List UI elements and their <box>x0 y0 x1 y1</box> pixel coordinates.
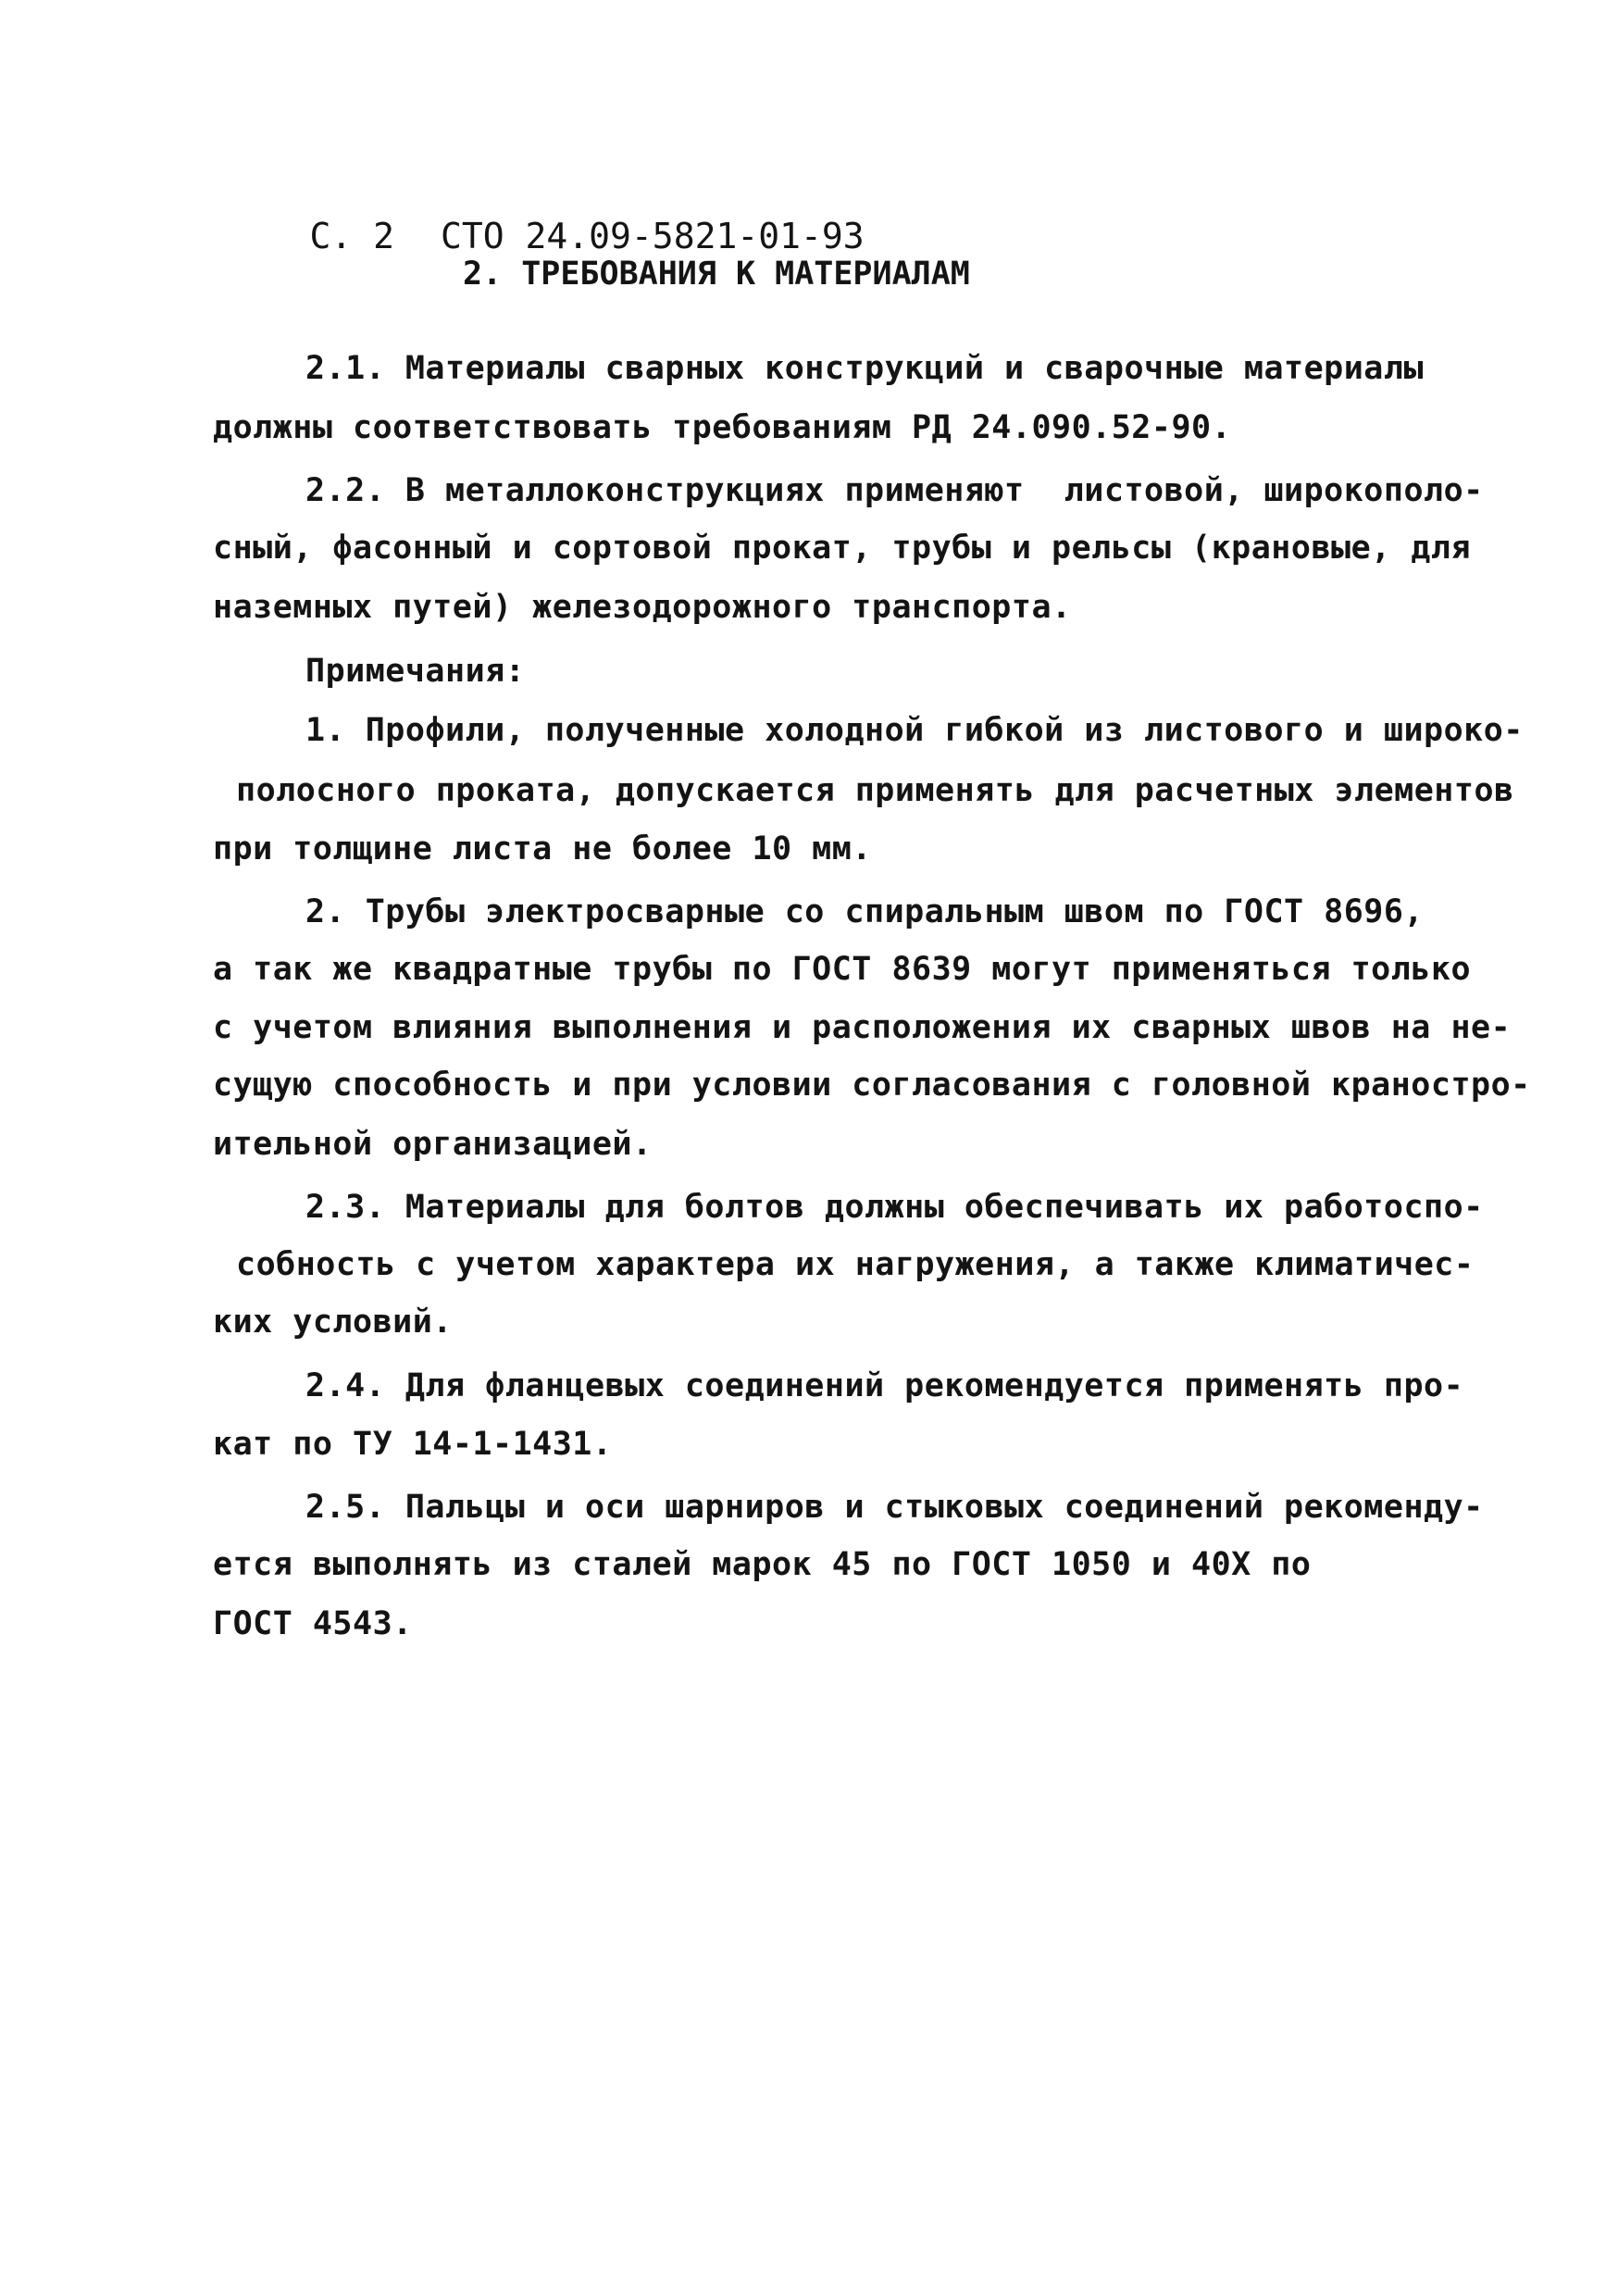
body-line: 2.5. Пальцы и оси шарниров и стыковых соединений рекоменду- <box>305 1489 1484 1526</box>
body-line: ется выполнять из сталей марок 45 по ГОСТ 1050 и 40Х по <box>213 1546 1312 1583</box>
body-line: 2.3. Материалы для болтов должны обеспечивать их работоспо- <box>305 1189 1484 1226</box>
body-line: ких условий. <box>213 1304 453 1341</box>
body-line: сущую способность и при условии согласования с головной краностро- <box>213 1067 1531 1104</box>
body-line: кат по ТУ 14-1-1431. <box>213 1426 613 1463</box>
body-line: полосного проката, допускается применять для расчетных элементов <box>236 772 1514 809</box>
body-line: а так же квадратные трубы по ГОСТ 8639 могут применяться только <box>213 951 1472 988</box>
body-line: с учетом влияния выполнения и расположения их сварных швов на не- <box>213 1009 1512 1046</box>
document-code: СТО 24.09-5821-01-93 <box>441 216 865 256</box>
page-number: С. 2 <box>309 216 395 256</box>
body-line: наземных путей) железодорожного транспорта. <box>213 589 1072 626</box>
section-title: 2. ТРЕБОВАНИЯ К МАТЕРИАЛАМ <box>463 256 970 293</box>
body-line: 2. Трубы электросварные со спиральным швом по ГОСТ 8696, <box>305 893 1425 930</box>
body-line: должны соответствовать требованиям РД 24.090.52-90. <box>213 409 1232 446</box>
body-line: собность с учетом характера их нагружения, а также климатичес- <box>236 1246 1475 1283</box>
body-line: ГОСТ 4543. <box>213 1605 413 1642</box>
notes-heading: Примечания: <box>305 653 526 690</box>
body-line: 2.2. В металлоконструкциях применяют листовой, широкополо- <box>305 472 1484 509</box>
body-line: 2.4. Для фланцевых соединений рекомендуется применять про- <box>305 1367 1464 1404</box>
body-line: ительной организацией. <box>213 1126 653 1163</box>
body-line: при толщине листа не более 10 мм. <box>213 830 872 867</box>
body-line: сный, фасонный и сортовой прокат, трубы и рельсы (крановые, для <box>213 530 1472 567</box>
body-line: 1. Профили, полученные холодной гибкой из листового и широко- <box>305 712 1524 749</box>
body-line: 2.1. Материалы сварных конструкций и сварочные материалы <box>305 350 1425 387</box>
